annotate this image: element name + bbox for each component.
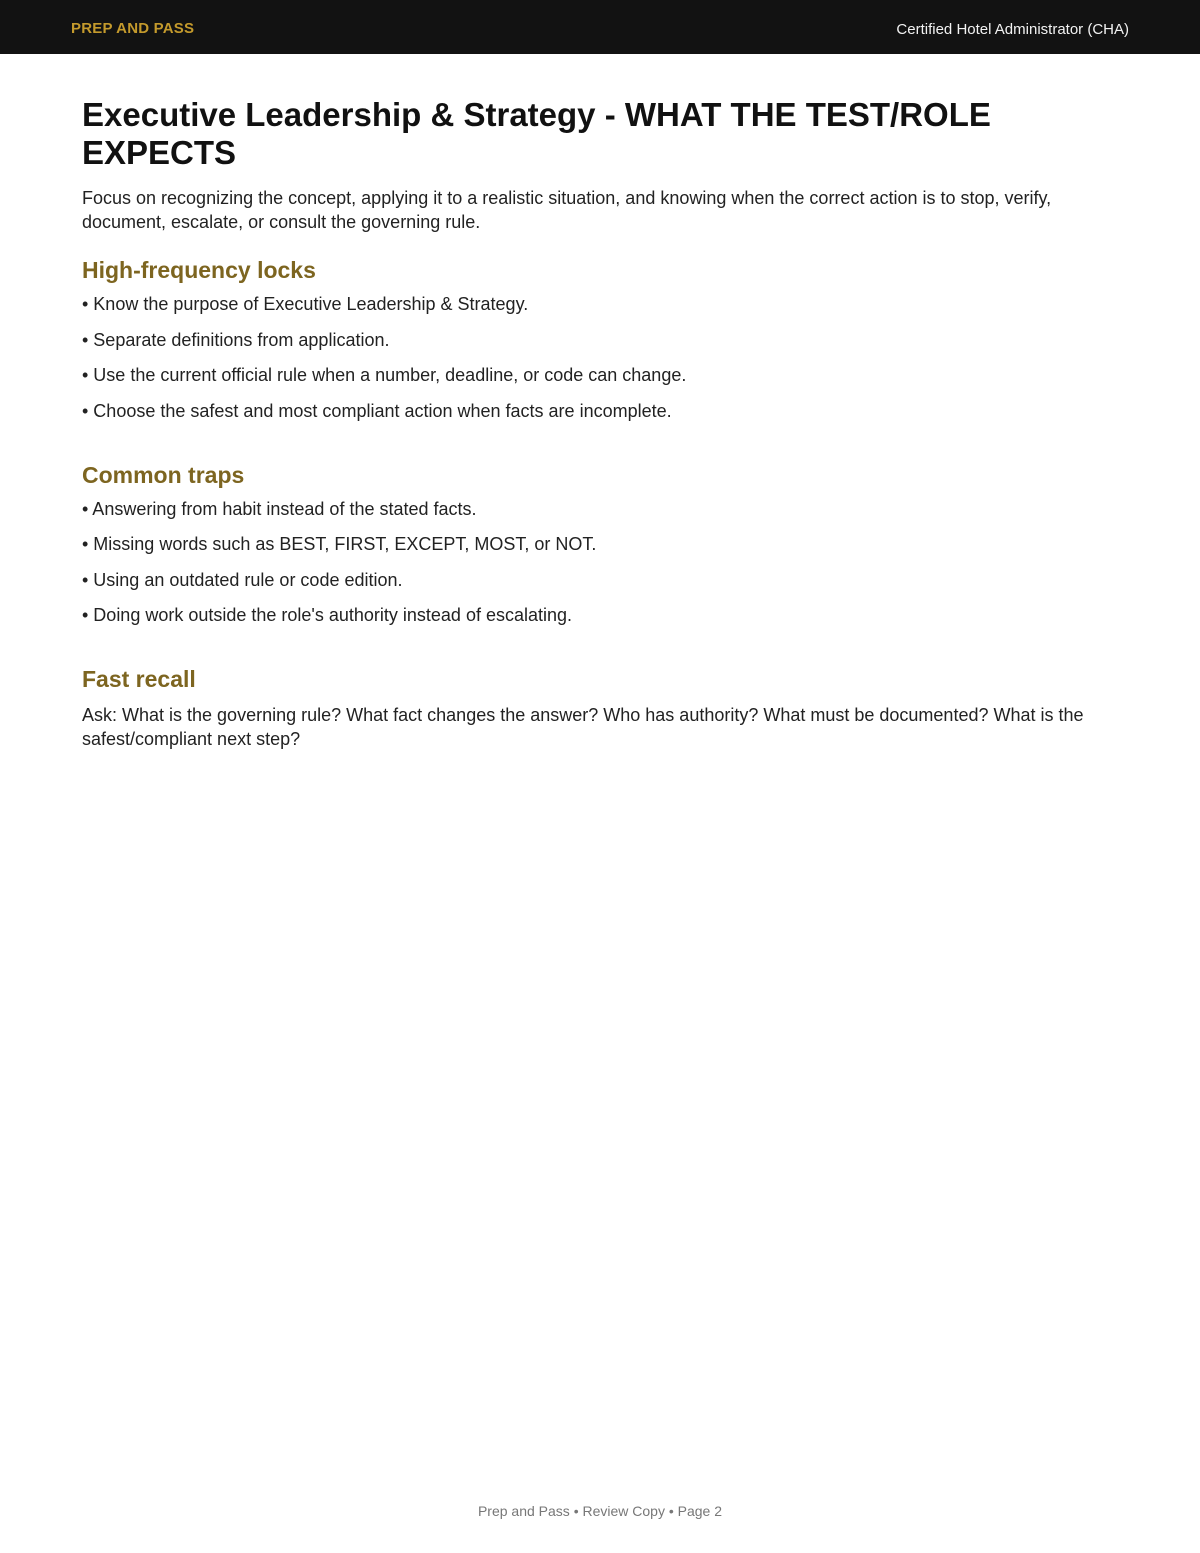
section-heading: Common traps: [82, 461, 245, 488]
bullet-list: [82, 292, 1118, 423]
section-high-frequency-locks: [82, 256, 1118, 423]
list-item: • Use the current official rule when a number, deadline, or code can change.: [82, 365, 687, 385]
bullet-list: [82, 497, 1118, 628]
section-common-traps: [82, 461, 1118, 628]
section-heading: High-frequency locks: [82, 257, 316, 283]
header-bar: [0, 0, 1200, 54]
list-item: • Separate definitions from application.: [82, 329, 390, 350]
list-item: • Doing work outside the role's authority instead of escalating.: [82, 605, 573, 625]
fast-recall-text: Ask: What is the governing rule? What fact changes the answer? Who has authority? What must be documented? What is the safest/compliant next step?: [82, 705, 1084, 749]
page-footer: Prep and Pass • Review Copy • Page 2: [477, 1503, 723, 1519]
list-item: • Missing words such as BEST, FIRST, EXCEPT, MOST, or NOT.: [82, 534, 597, 554]
list-item: • Know the purpose of Executive Leadership & Strategy.: [82, 294, 529, 314]
document-content: [82, 96, 1118, 751]
list-item: • Answering from habit instead of the stated facts.: [82, 498, 477, 519]
brand-name: PREP AND PASS: [71, 20, 195, 37]
section-heading: Fast recall: [82, 666, 196, 692]
certification-name: Certified Hotel Administrator (CHA): [896, 21, 1129, 38]
page-title: Executive Leadership & Strategy - WHAT THE TEST/ROLE EXPECTS: [82, 96, 991, 171]
list-item: • Using an outdated rule or code edition.: [82, 569, 403, 590]
intro-paragraph: Focus on recognizing the concept, applying it to a realistic situation, and knowing when the correct action is to stop, verify, document, escalate, or consult the governing rule.: [82, 188, 1052, 232]
list-item: • Choose the safest and most compliant action when facts are incomplete.: [82, 400, 672, 421]
section-fast-recall: [82, 665, 1118, 751]
